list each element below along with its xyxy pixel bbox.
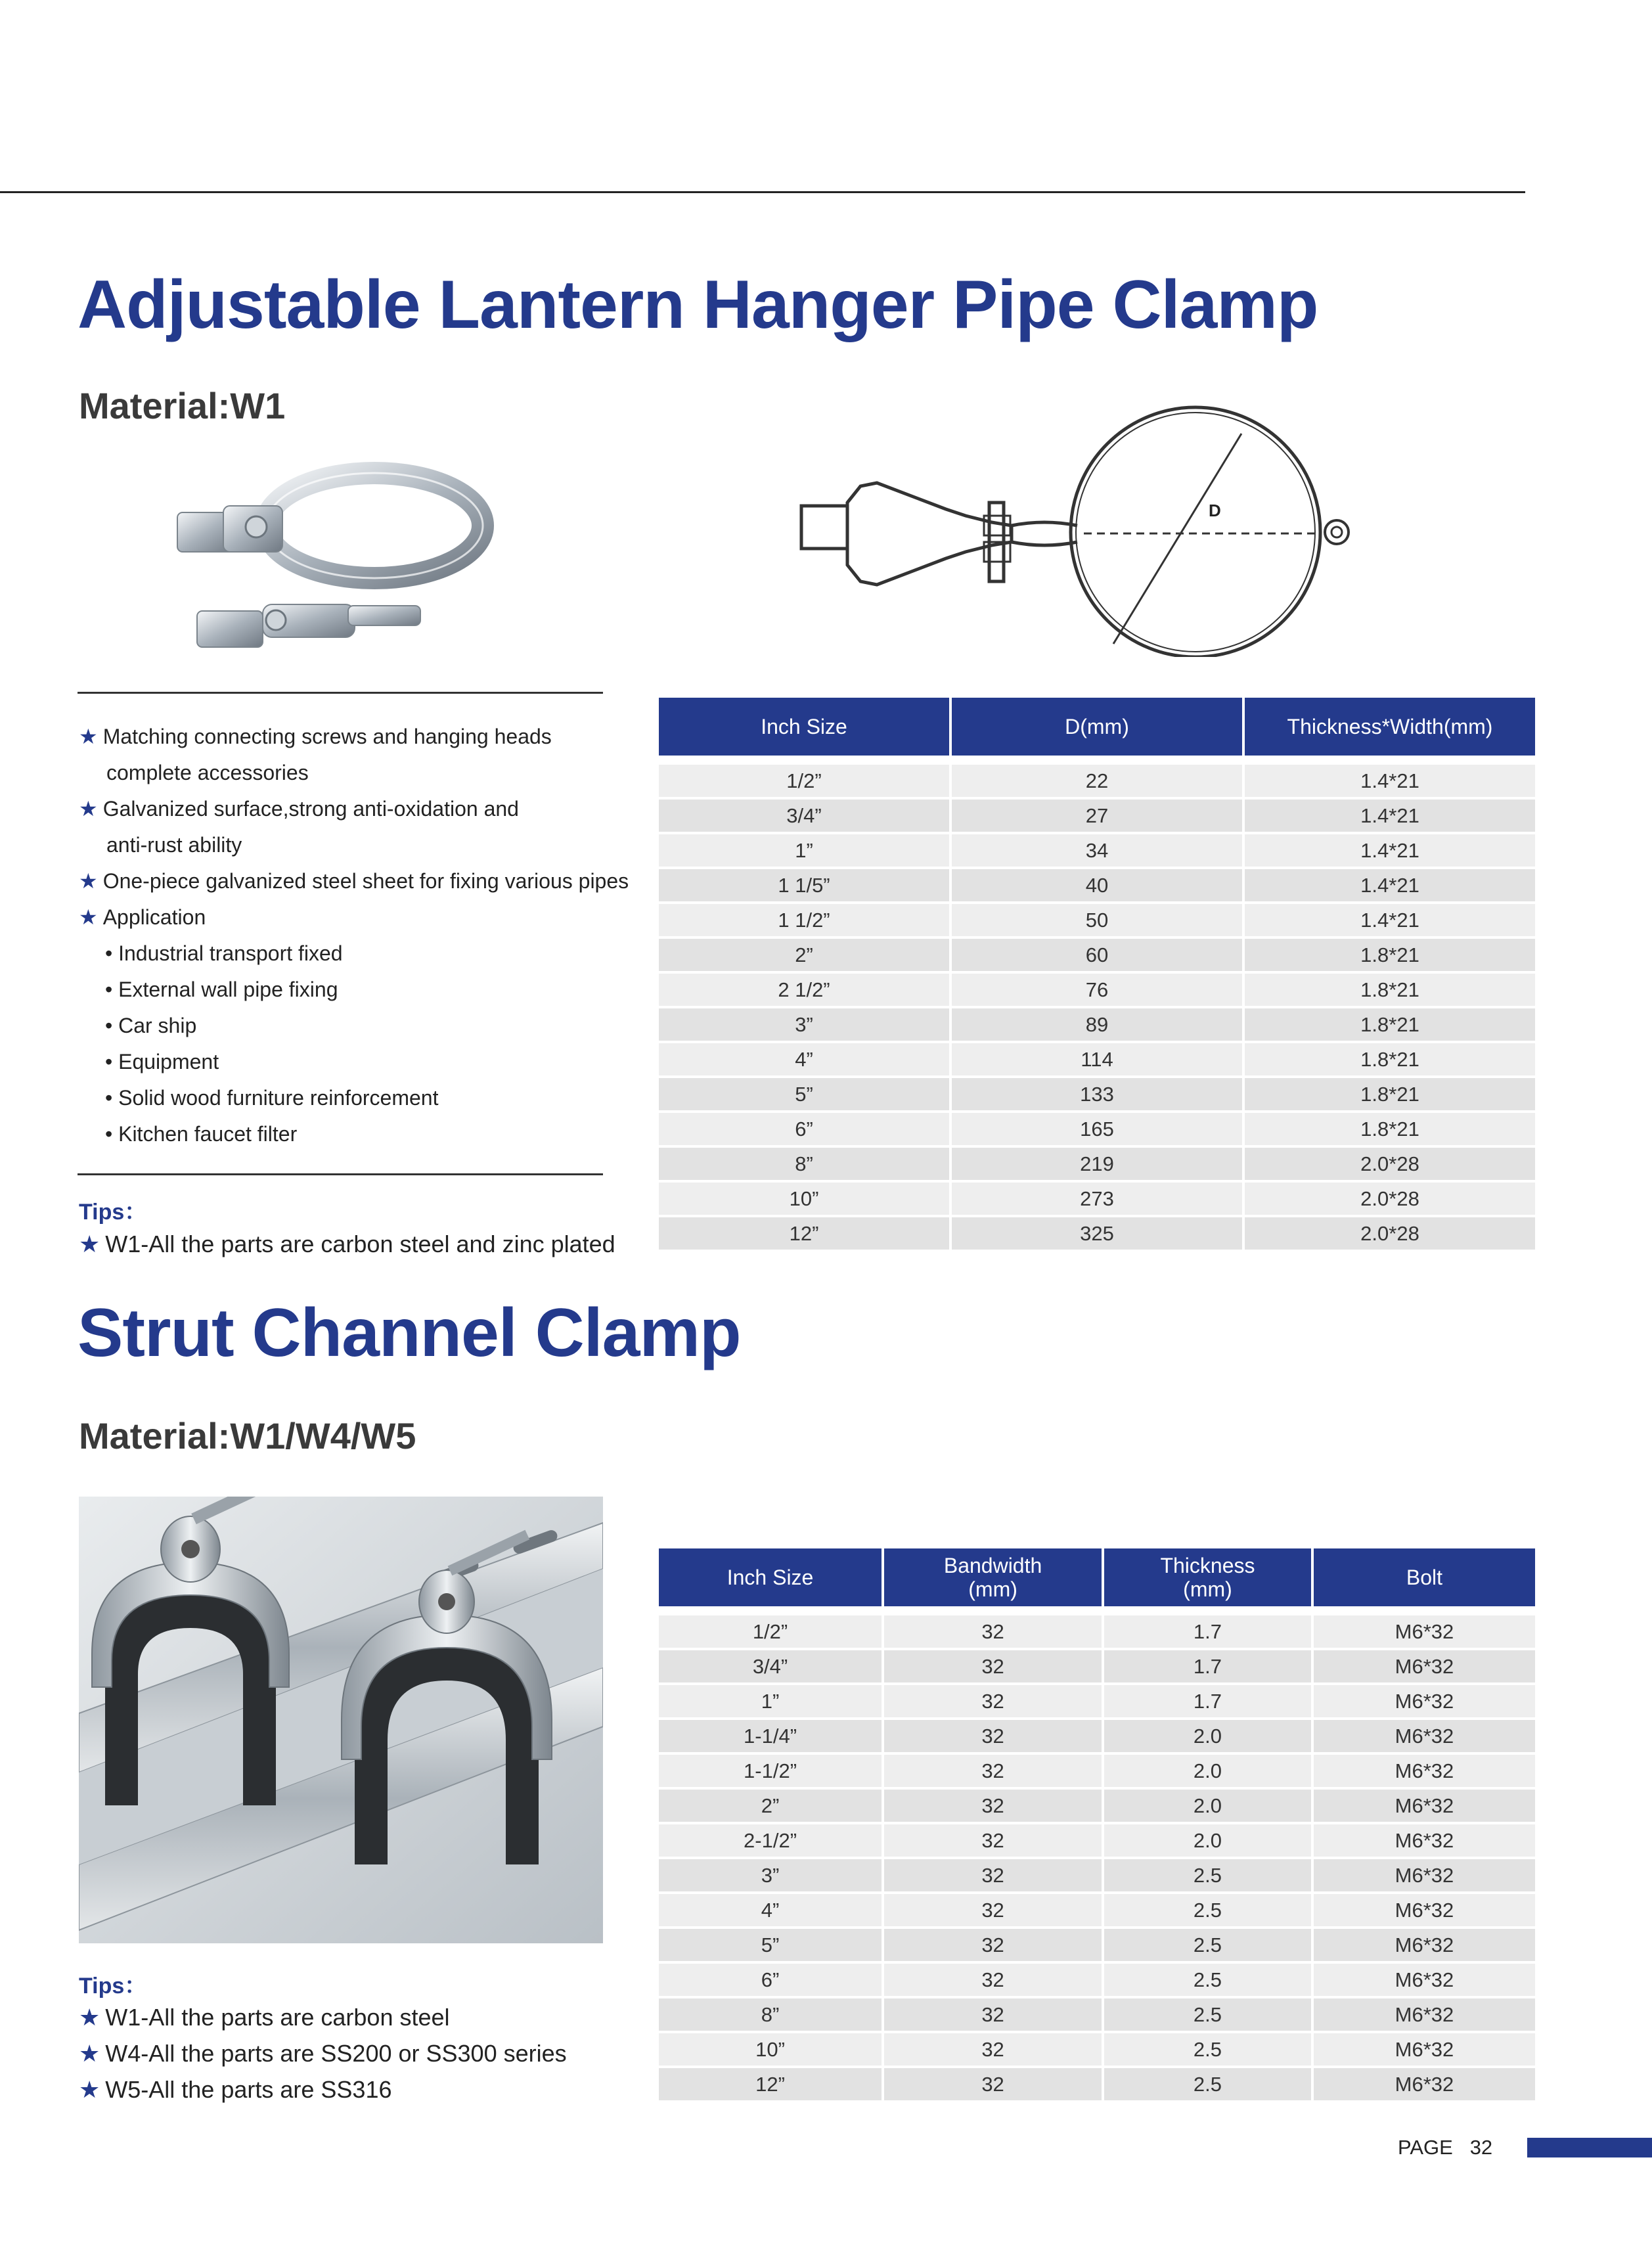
- table-cell: 1/2”: [659, 1609, 882, 1648]
- table-cell: 1-1/2”: [659, 1755, 882, 1787]
- table-row: [659, 939, 1535, 971]
- table-cell: M6*32: [1314, 1720, 1535, 1752]
- table-row: [659, 869, 1535, 901]
- section2-tip: ★ W5-All the parts are SS316: [79, 2076, 392, 2103]
- table-row: [659, 1998, 1535, 2031]
- table-cell: 6”: [659, 1964, 882, 1996]
- table-cell: 1 1/5”: [659, 869, 949, 901]
- table-row: [659, 1217, 1535, 1250]
- table-cell: 2”: [659, 939, 949, 971]
- section2-title: Strut Channel Clamp: [78, 1295, 741, 1371]
- section2-tip: ★ W1-All the parts are carbon steel: [79, 2004, 450, 2031]
- table-row: [659, 904, 1535, 936]
- table-cell: 1.7: [1104, 1609, 1311, 1648]
- table-cell: 2.0*28: [1245, 1148, 1535, 1180]
- table-row: [659, 1685, 1535, 1717]
- table-cell: 2.5: [1104, 1998, 1311, 2031]
- section1-tip: ★ W1-All the parts are carbon steel and zinc plated: [79, 1231, 615, 1257]
- feature-item: ★ Matching connecting screws and hanging heads: [79, 725, 552, 748]
- table-cell: 32: [884, 1998, 1102, 2031]
- table-cell: 1-1/4”: [659, 1720, 882, 1752]
- table-cell: M6*32: [1314, 2068, 1535, 2100]
- table-cell: M6*32: [1314, 1929, 1535, 1961]
- table-row: [659, 1720, 1535, 1752]
- table-row: [659, 974, 1535, 1006]
- table-cell: 22: [952, 758, 1242, 797]
- table-cell: 32: [884, 1929, 1102, 1961]
- table-cell: 1.4*21: [1245, 834, 1535, 867]
- table-cell: 10”: [659, 2033, 882, 2066]
- table-cell: 2.0: [1104, 1755, 1311, 1787]
- table-cell: 1.7: [1104, 1650, 1311, 1682]
- section1-material: Material:W1: [79, 385, 286, 426]
- table-cell: 12”: [659, 1217, 949, 1250]
- page-accent-bar: [1527, 2138, 1652, 2157]
- features-top-rule: [78, 692, 603, 694]
- table-row: [659, 1964, 1535, 1996]
- table-cell: 2.0*28: [1245, 1183, 1535, 1215]
- table-cell: 8”: [659, 1148, 949, 1180]
- table-row: [659, 1078, 1535, 1110]
- feature-item: ★ Application: [79, 905, 206, 929]
- table-cell: 32: [884, 2033, 1102, 2066]
- table-cell: 60: [952, 939, 1242, 971]
- table-cell: 114: [952, 1043, 1242, 1075]
- table2-header-bandwidth: Bandwidth (mm): [884, 1548, 1102, 1606]
- table-cell: M6*32: [1314, 1964, 1535, 1996]
- feature-item-continued: anti-rust ability: [106, 833, 242, 857]
- features-list: [79, 719, 629, 1152]
- table-cell: M6*32: [1314, 1998, 1535, 2031]
- table1-header-inch-size: Inch Size: [659, 698, 949, 756]
- table-cell: 4”: [659, 1043, 949, 1075]
- table-cell: 3/4”: [659, 800, 949, 832]
- table1-header-d: D(mm): [952, 698, 1242, 756]
- feature-item-continued: complete accessories: [106, 761, 309, 784]
- strut-clamp-spec-table: [656, 1546, 1538, 2103]
- table-cell: 32: [884, 1790, 1102, 1822]
- table-cell: 1.8*21: [1245, 974, 1535, 1006]
- table-cell: 1.7: [1104, 1685, 1311, 1717]
- table-cell: M6*32: [1314, 1790, 1535, 1822]
- star-icon: ★: [79, 1231, 100, 1257]
- table-cell: 1.8*21: [1245, 1008, 1535, 1041]
- table-cell: 32: [884, 1894, 1102, 1926]
- table-row: [659, 1929, 1535, 1961]
- feature-item: ★ Galvanized surface,strong anti-oxidation and: [79, 797, 519, 821]
- table-row: [659, 1183, 1535, 1215]
- section1-title: Adjustable Lantern Hanger Pipe Clamp: [78, 267, 1318, 343]
- table-cell: 2 1/2”: [659, 974, 949, 1006]
- table-cell: 2-1/2”: [659, 1824, 882, 1857]
- table-cell: 1.4*21: [1245, 800, 1535, 832]
- table-row: [659, 2033, 1535, 2066]
- lantern-clamp-diagram: [795, 394, 1366, 657]
- table2-header-thickness: Thickness (mm): [1104, 1548, 1311, 1606]
- section2-material: Material:W1/W4/W5: [79, 1415, 416, 1456]
- table-cell: 12”: [659, 2068, 882, 2100]
- table-row: [659, 1008, 1535, 1041]
- table-cell: 2.5: [1104, 1859, 1311, 1891]
- table-cell: 2.5: [1104, 2068, 1311, 2100]
- section1-tips-label: Tips：: [79, 1200, 147, 1225]
- table-cell: 8”: [659, 1998, 882, 2031]
- table-row: [659, 1148, 1535, 1180]
- table-row: [659, 758, 1535, 797]
- application-item: • External wall pipe fixing: [105, 978, 338, 1001]
- diagram-d-label: D: [1209, 501, 1221, 520]
- table-cell: 32: [884, 1720, 1102, 1752]
- table-cell: 32: [884, 1755, 1102, 1787]
- table-cell: 2.0: [1104, 1720, 1311, 1752]
- table-cell: M6*32: [1314, 1894, 1535, 1926]
- table-cell: 1.8*21: [1245, 1078, 1535, 1110]
- table-cell: 1.4*21: [1245, 758, 1535, 797]
- strut-clamp-photo: [79, 1497, 603, 1943]
- table-cell: 32: [884, 1859, 1102, 1891]
- table-cell: 10”: [659, 1183, 949, 1215]
- table-row: [659, 834, 1535, 867]
- table-cell: 2.5: [1104, 1964, 1311, 1996]
- table-cell: 5”: [659, 1078, 949, 1110]
- table1-header-thickness-width: Thickness*Width(mm): [1245, 698, 1535, 756]
- table-cell: 76: [952, 974, 1242, 1006]
- table-row: [659, 1859, 1535, 1891]
- table-cell: 2.5: [1104, 1894, 1311, 1926]
- table2-header-inch-size: Inch Size: [659, 1548, 882, 1606]
- table-cell: 32: [884, 1824, 1102, 1857]
- table-cell: 273: [952, 1183, 1242, 1215]
- table-cell: 32: [884, 1650, 1102, 1682]
- table-row: [659, 1113, 1535, 1145]
- table-cell: 1.8*21: [1245, 1113, 1535, 1145]
- table-cell: 219: [952, 1148, 1242, 1180]
- table-cell: 50: [952, 904, 1242, 936]
- table-cell: M6*32: [1314, 1650, 1535, 1682]
- star-icon: ★: [79, 2040, 100, 2067]
- table-cell: 2.0: [1104, 1790, 1311, 1822]
- table-cell: 4”: [659, 1894, 882, 1926]
- table-cell: 165: [952, 1113, 1242, 1145]
- table-cell: 1”: [659, 834, 949, 867]
- table-cell: 32: [884, 1964, 1102, 1996]
- table-row: [659, 1609, 1535, 1648]
- table-row: [659, 1824, 1535, 1857]
- table-cell: 27: [952, 800, 1242, 832]
- table-row: [659, 1650, 1535, 1682]
- table-cell: 40: [952, 869, 1242, 901]
- table-cell: 34: [952, 834, 1242, 867]
- section2-tip: ★ W4-All the parts are SS200 or SS300 series: [79, 2040, 567, 2067]
- table-row: [659, 1790, 1535, 1822]
- table-cell: 1.8*21: [1245, 939, 1535, 971]
- table-cell: 1/2”: [659, 758, 949, 797]
- table-cell: 6”: [659, 1113, 949, 1145]
- star-icon: ★: [79, 797, 98, 821]
- table-cell: 1.8*21: [1245, 1043, 1535, 1075]
- table-cell: 1 1/2”: [659, 904, 949, 936]
- table-cell: M6*32: [1314, 2033, 1535, 2066]
- table2-header-bolt: Bolt: [1314, 1548, 1535, 1606]
- table-cell: 325: [952, 1217, 1242, 1250]
- table-cell: 3”: [659, 1008, 949, 1041]
- table-row: [659, 2068, 1535, 2100]
- table-cell: 32: [884, 1685, 1102, 1717]
- application-item: • Equipment: [105, 1050, 219, 1073]
- lantern-clamp-spec-table: [656, 695, 1538, 1252]
- star-icon: ★: [79, 725, 98, 748]
- table-cell: 3”: [659, 1859, 882, 1891]
- table-cell: 2.0*28: [1245, 1217, 1535, 1250]
- page-number: PAGE 32: [1398, 2136, 1493, 2159]
- star-icon: ★: [79, 2076, 100, 2103]
- star-icon: ★: [79, 869, 98, 893]
- table-cell: M6*32: [1314, 1824, 1535, 1857]
- star-icon: ★: [79, 2004, 100, 2031]
- header-rule: [0, 191, 1525, 193]
- table-cell: 2.5: [1104, 1929, 1311, 1961]
- table-cell: 32: [884, 1609, 1102, 1648]
- table-cell: 133: [952, 1078, 1242, 1110]
- star-icon: ★: [79, 905, 98, 929]
- table-cell: 5”: [659, 1929, 882, 1961]
- table-cell: M6*32: [1314, 1609, 1535, 1648]
- feature-item: ★ One-piece galvanized steel sheet for fixing various pipes: [79, 869, 629, 893]
- table-cell: 2.5: [1104, 2033, 1311, 2066]
- section2-tips-label: Tips：: [79, 1974, 147, 1998]
- table-row: [659, 800, 1535, 832]
- section2-tips-list: [79, 1999, 567, 2108]
- table-cell: 1.4*21: [1245, 904, 1535, 936]
- table-row: [659, 1043, 1535, 1075]
- application-item: • Solid wood furniture reinforcement: [105, 1086, 439, 1110]
- table-cell: M6*32: [1314, 1859, 1535, 1891]
- table-cell: 1”: [659, 1685, 882, 1717]
- lantern-clamp-photo: [158, 453, 499, 670]
- features-bottom-rule: [78, 1173, 603, 1175]
- table-cell: 89: [952, 1008, 1242, 1041]
- table-cell: M6*32: [1314, 1755, 1535, 1787]
- table-row: [659, 1755, 1535, 1787]
- table-row: [659, 1894, 1535, 1926]
- application-item: • Kitchen faucet filter: [105, 1122, 298, 1146]
- application-item: • Industrial transport fixed: [105, 941, 343, 965]
- table-cell: 32: [884, 2068, 1102, 2100]
- table-cell: M6*32: [1314, 1685, 1535, 1717]
- table-cell: 2.0: [1104, 1824, 1311, 1857]
- table-cell: 3/4”: [659, 1650, 882, 1682]
- table-cell: 2”: [659, 1790, 882, 1822]
- table-cell: 1.4*21: [1245, 869, 1535, 901]
- application-item: • Car ship: [105, 1014, 197, 1037]
